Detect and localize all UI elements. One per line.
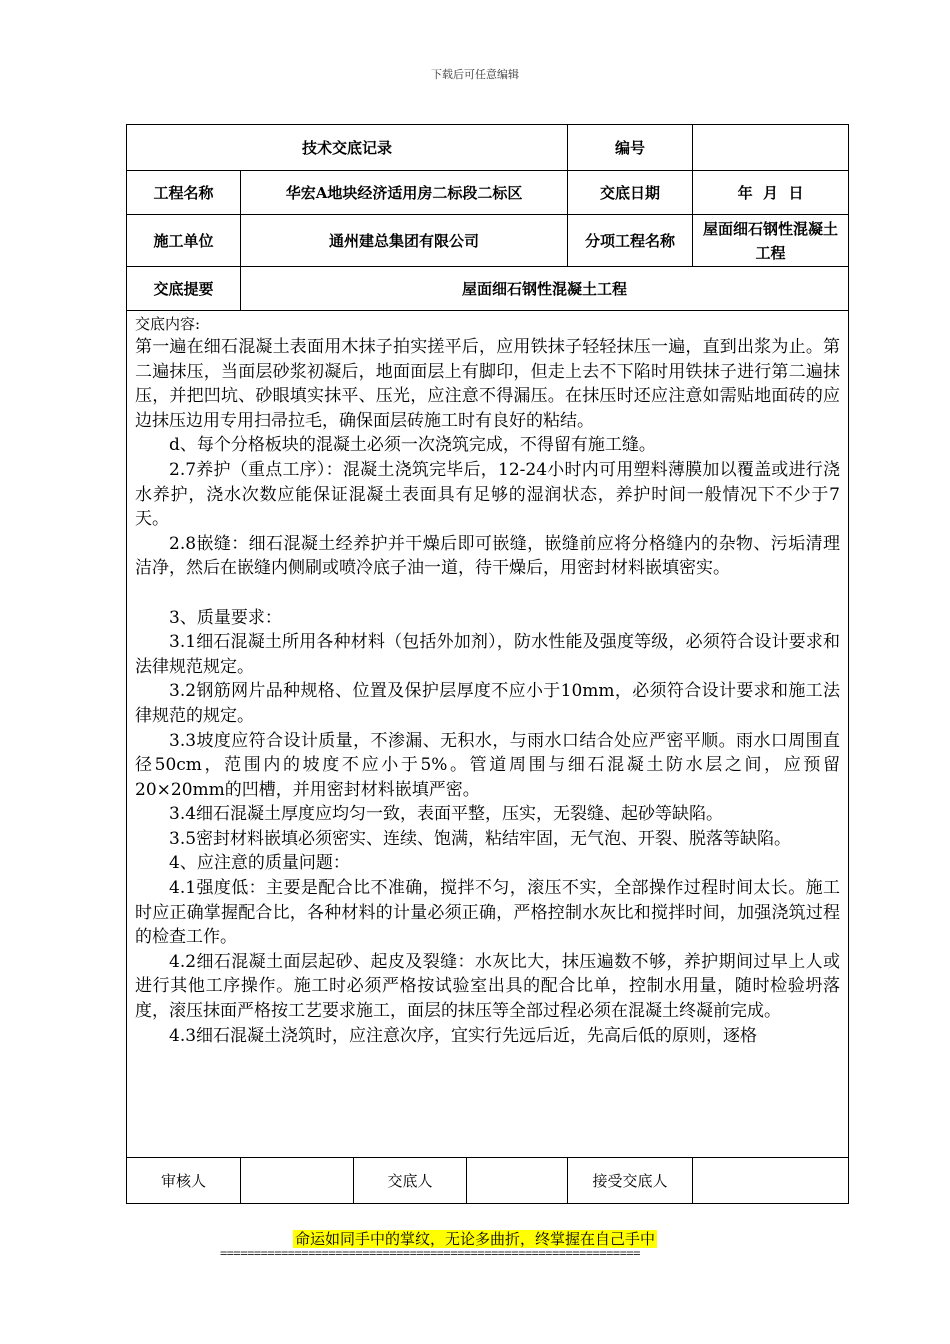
construction-unit-value: 通州建总集团有限公司 bbox=[241, 215, 568, 267]
project-name-value: 华宏A地块经济适用房二标段二标区 bbox=[241, 171, 568, 215]
disclosure-date-value: 年 月 日 bbox=[693, 171, 849, 215]
number-label: 编号 bbox=[568, 125, 693, 171]
content-cell bbox=[127, 311, 849, 1158]
discloser-value bbox=[467, 1158, 568, 1204]
content-paragraph: 4.2细石混凝土面层起砂、起皮及裂缝：水灰比大，抹压遍数不够，养护期间过早上人或进行其他工序操作。施工时必须严格按试验室出具的配合比单，控制水用量，随时检验坍落度，滚压抹面严格按工艺要求施工，面层的抹压等全部过程必须在混凝土终凝前完成。 bbox=[135, 951, 841, 1022]
construction-unit-label: 施工单位 bbox=[127, 215, 241, 267]
disclosure-date-label: 交底日期 bbox=[568, 171, 693, 215]
discloser-label: 交底人 bbox=[354, 1158, 467, 1204]
content-paragraph: 3.1细石混凝土所用各种材料（包括外加剂），防水性能及强度等级，必须符合设计要求和法律规范规定。 bbox=[135, 632, 841, 677]
record-title: 技术交底记录 bbox=[127, 125, 568, 171]
number-value bbox=[693, 125, 849, 171]
content-paragraph: 3.2钢筋网片品种规格、位置及保护层厚度不应小于10mm，必须符合设计要求和施工法律规范的规定。 bbox=[135, 681, 841, 726]
section-heading: 4、应注意的质量问题： bbox=[169, 853, 350, 874]
content-paragraph: 3.4细石混凝土厚度应均匀一致，表面平整，压实，无裂缝、起砂等缺陷。 bbox=[169, 804, 724, 825]
content-paragraph: 4.1强度低：主要是配合比不准确，搅拌不匀，滚压不实，全部操作过程时间太长。施工时应正确掌握配合比，各种材料的计量必须正确，严格控制水灰比和搅拌时间，加强浇筑过程的检查工作。 bbox=[135, 878, 841, 948]
motto-text: 命运如同手中的掌纹，无论多曲折，终掌握在自己手中 bbox=[294, 1230, 655, 1248]
blank-line bbox=[135, 581, 840, 606]
receiver-label: 接受交底人 bbox=[568, 1158, 693, 1204]
footer-separator: ============================================================== bbox=[220, 1246, 641, 1260]
disclosure-content bbox=[127, 311, 848, 1157]
subitem-name-value: 屋面细石钢性混凝土工程 bbox=[693, 215, 849, 267]
header-note: 下载后可任意编辑 bbox=[431, 68, 519, 81]
summary-label: 交底提要 bbox=[127, 267, 241, 311]
reviewer-value bbox=[241, 1158, 354, 1204]
receiver-value bbox=[693, 1158, 849, 1204]
project-name-label: 工程名称 bbox=[127, 171, 241, 215]
content-paragraph: d、每个分格板块的混凝土必须一次浇筑完成，不得留有施工缝。 bbox=[169, 435, 656, 456]
content-paragraph: 2.7养护（重点工序）：混凝土浇筑完毕后，12-24小时内可用塑料薄膜加以覆盖或进行浇水养护，浇水次数应能保证混凝土表面具有足够的湿润状态，养护时间一般情况下不少于7天。 bbox=[135, 459, 841, 530]
content-label: 交底内容: bbox=[135, 315, 201, 333]
content-paragraph: 2.8嵌缝：细石混凝土经养护并干燥后即可嵌缝，嵌缝前应将分格缝内的杂物、污垢清理洁净，然后在嵌缝内侧刷或喷冷底子油一道，待干燥后，用密封材料嵌填密实。 bbox=[135, 533, 841, 579]
content-paragraph: 3.3坡度应符合设计质量，不渗漏、无积水，与雨水口结合处应严密平顺。雨水口周围直径50cm，范围内的坡度不应小于5%。管道周围与细石混凝土防水层之间，应预留20×20mm的凹槽，并用密封材料嵌填严密。 bbox=[135, 730, 841, 800]
disclosure-record-table bbox=[126, 124, 849, 1204]
content-paragraph: 第一遍在细石混凝土表面用木抹子拍实搓平后，应用铁抹子轻轻抹压一遍，直到出浆为止。第二遍抹压，当面层砂浆初凝后，地面面层上有脚印，但走上去不下陷时用铁抹子进行第二遍抹压，并把凹坑、砂眼填实抹平、压光，应注意不得漏压。在抹压时还应注意如需贴地面砖的应边抹压边用专用扫帚拉毛，确保面层砖施工时有良好的粘结。 bbox=[135, 337, 841, 431]
reviewer-label: 审核人 bbox=[127, 1158, 241, 1204]
section-heading: 3、质量要求： bbox=[169, 607, 282, 628]
subitem-name-label: 分项工程名称 bbox=[568, 215, 693, 267]
summary-value: 屋面细石钢性混凝土工程 bbox=[241, 267, 849, 311]
content-paragraph: 3.5密封材料嵌填必须密实、连续、饱满，粘结牢固，无气泡、开裂、脱落等缺陷。 bbox=[169, 828, 792, 849]
content-paragraph: 4.3细石混凝土浇筑时，应注意次序，宜实行先远后近，先高后低的原则，逐格 bbox=[169, 1025, 758, 1046]
